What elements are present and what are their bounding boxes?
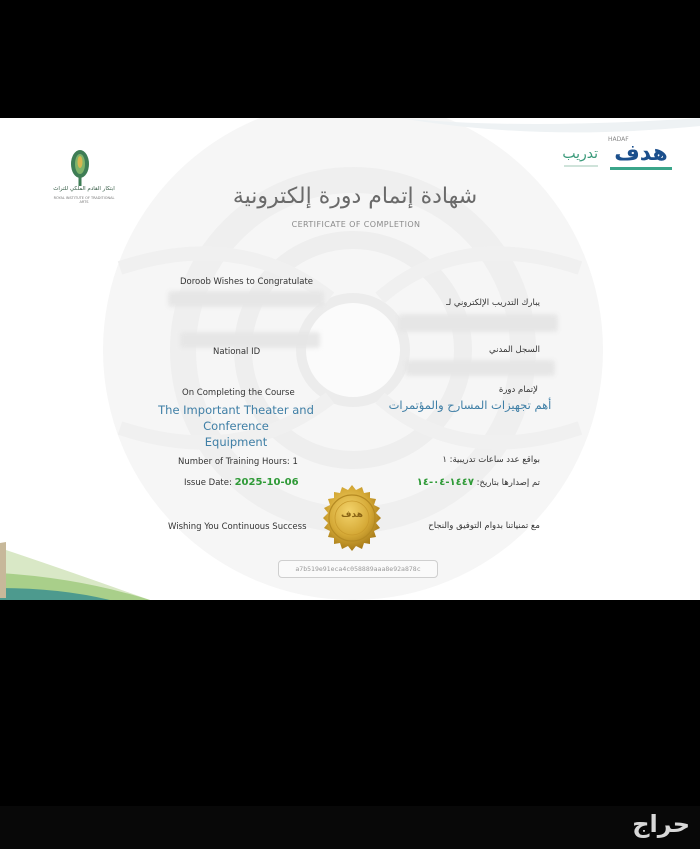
congrats-label-en: Doroob Wishes to Congratulate — [180, 277, 314, 287]
tadreeb-text: تدريب — [562, 146, 598, 162]
certificate — [0, 118, 700, 600]
national-id-label-ar: السجل المدني — [489, 345, 540, 355]
issue-date-en — [184, 477, 299, 488]
issue-date-label-en: Issue Date: — [184, 478, 232, 488]
seal-text: هدف — [341, 510, 363, 520]
national-id-redacted-ar — [405, 360, 555, 376]
recipient-name-redacted-en — [168, 291, 324, 307]
tadreeb-underline — [564, 165, 598, 167]
wish-en: Wishing You Continuous Success — [168, 522, 307, 532]
hadaf-small-text: HADAF — [608, 136, 629, 143]
footer-bar — [0, 806, 700, 849]
left-logo-subtext: ROYAL INSTITUTE OF TRADITIONAL ARTS — [53, 196, 115, 204]
issue-date-value-ar: ١٤٤٧-٠٤-١٤ — [416, 477, 474, 488]
issue-date-value-en: 2025-10-06 — [234, 477, 299, 488]
issue-date-label-ar: تم إصدارها بتاريخ: — [476, 478, 540, 488]
hadaf-logo — [604, 136, 678, 170]
completing-label-en: On Completing the Course — [182, 388, 295, 398]
national-id-label-en: National ID — [213, 347, 261, 357]
course-name-ar: أهم تجهيزات المسارح والمؤتمرات — [388, 398, 552, 412]
training-hours-en: Number of Training Hours: 1 — [178, 457, 298, 467]
national-id-redacted-en — [180, 332, 320, 348]
training-hours-ar: بواقع عدد ساعات تدريبية: ١ — [442, 455, 540, 465]
verification-hash: a7b519e91eca4c058889aaa8e92a878c — [278, 560, 438, 578]
recipient-name-redacted-ar — [398, 314, 558, 332]
gold-seal — [318, 484, 386, 552]
course-name-en — [132, 402, 340, 450]
hadaf-underline — [610, 167, 672, 170]
tadreeb-logo — [550, 146, 598, 167]
course-name-en-line2: Equipment — [204, 435, 268, 449]
wish-ar: مع تمنياتنا بدوام التوفيق والنجاح — [428, 521, 540, 531]
course-name-en-line1: The Important Theater and Conference — [158, 403, 314, 433]
congrats-label-ar: يبارك التدريب الإلكتروني لـ — [446, 298, 540, 308]
hadaf-text: هدف — [614, 141, 668, 166]
left-logo-text: ابتكار القادم الملكي للتراث — [53, 186, 115, 192]
completing-label-ar: لإتمام دورة — [498, 385, 538, 395]
certificate-title-en: CERTIFICATE OF COMPLETION — [291, 220, 421, 229]
issue-date-ar — [400, 477, 540, 488]
certificate-title-ar: شهادة إتمام دورة إلكترونية — [232, 184, 478, 209]
haraj-watermark: حراج — [632, 810, 690, 838]
